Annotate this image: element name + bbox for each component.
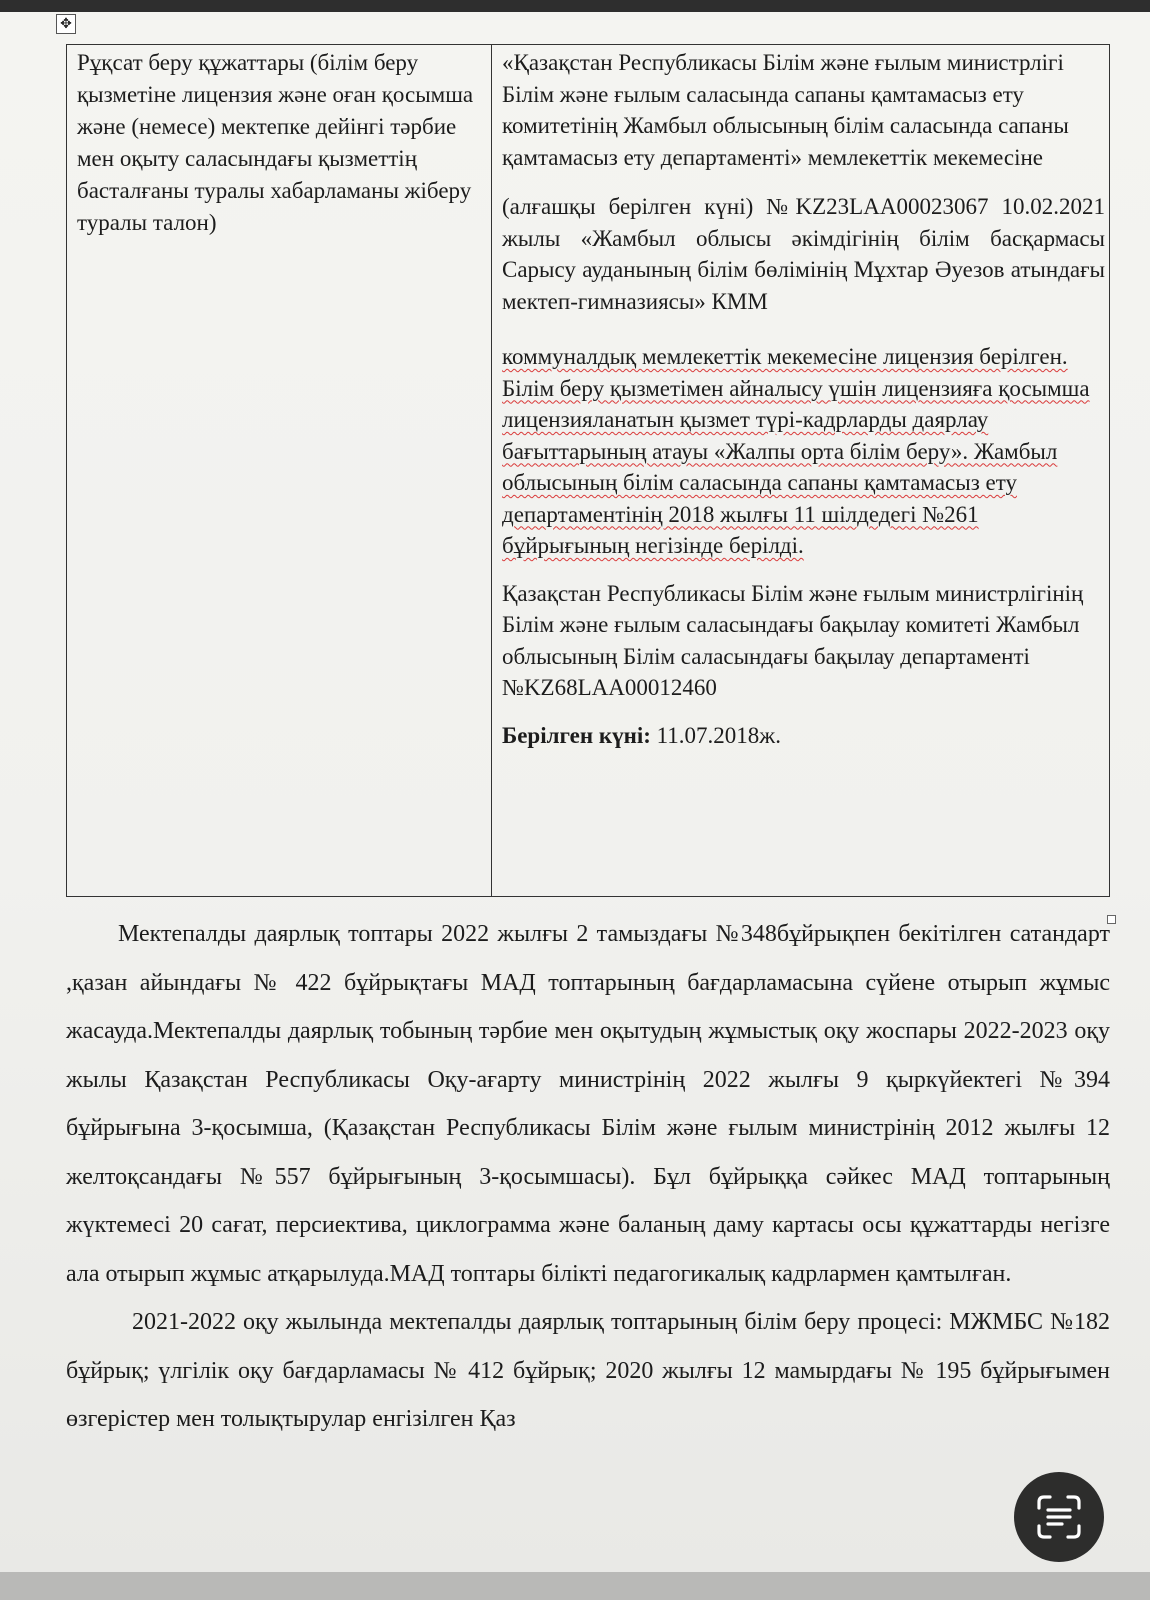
permit-docs-value-cell (492, 45, 1110, 897)
permit-docs-label: Рұқсат беру құжаттары (білім беру қызметіне лицензия және оған қосымша және (немесе) мектепке дейінгі тәрбие мен оқыту саласындағы қызметтің басталғаны туралы хабарламаны жіберу туралы талон) (77, 50, 474, 235)
control-department-paragraph: Қазақстан Республикасы Білім және ғылым министрлігінің Білім және ғылым саласындағы бақылау комитеті Жамбыл облысының Білім саласындағы бақылау департаменті №KZ68LAA00012460 (502, 580, 1084, 700)
body-paragraph-1: Мектепалды даярлық топтары 2022 жылғы 2 тамыздағы №348бұйрықпен бекітілген сатандарт ,қазан айындағы № 422 бұйрықтағы МАД топтарының бағдарламасына сүйене отырып жұмыс жасауда.Мектепалды даярлық тобының тәрбие мен оқытудың жұмыстық оқу жоспары 2022-2023 оқу жылы Қазақстан Республикасы Оқу-ағарту министрінің 2022 жылғы 9 қыркүйектегі №394 бұйрығына 3-қосымша, (Қазақстан Республикасы Білім және ғылым министрінің 2012 жылғы 12 желтоқсандағы №557 бұйрығының 3-қосымшасы). Бұл бұйрыққа сәйкес МАД топтарының жүктемесі 20 сағат, персиектива, циклограмма және баланың даму картасы осы құжаттарды негізге ала отырып жұмыс атқарылуда.МАД топтары білікті педагогикалық кадрлармен қамтылған. (66, 921, 1110, 1287)
license-table (66, 44, 1110, 897)
issued-date-value: 11.07.2018ж. (656, 722, 781, 748)
permit-docs-label-cell (67, 45, 492, 897)
body-text (66, 910, 1110, 1444)
bottom-bar (0, 1572, 1150, 1600)
table-row (67, 45, 1110, 897)
first-issue-paragraph: (алғашқы берілген күні) №KZ23LAA00023067 10.02.2021 жылы «Жамбыл облысы әкімдігінің білім басқармасы Сарысу ауданының білім бөлімінің Мұхтар Әуезов атындағы мектеп-гимназиясы» КММ (502, 194, 1105, 314)
body-paragraph-2: 2021-2022 оқу жылында мектепалды даярлық топтарының білім беру процесі: МЖМБС №182 бұйрық; үлгілік оқу бағдарламасы № 412 бұйрық; 2020 жылғы 12 мамырдағы № 195 бұйрығымен өзгерістер мен толықтырулар енгізілген Қаз (66, 1309, 1110, 1432)
issued-date-label: Берілген күні: (502, 722, 651, 748)
text-scan-button[interactable] (1014, 1472, 1104, 1562)
issued-date-line (502, 720, 1105, 752)
ministry-paragraph: «Қазақстан Республикасы Білім және ғылым министрлігі Білім және ғылым саласында сапаны қамтамасыз ету комитетінің Жамбыл облысының білім саласында сапаны қамтамасыз ету департаменті» мемлекеттік мекемесіне (502, 50, 1069, 170)
table-move-icon[interactable]: ✥ (56, 14, 76, 34)
license-details-paragraph: коммуналдық мемлекеттік мекемесіне лицензия берілген. Білім беру қызметімен айналысу үшін лицензияға қосымша лицензияланатын қызмет түрі-кадрларды даярлау бағыттарының атауы «Жалпы орта білім беру». Жамбыл облысының білім саласында сапаны қамтамасыз ету департаментінің 2018 жылғы 11 шілдедегі №261 бұйрығының негізінде берілді. (502, 344, 1090, 558)
document-page (0, 12, 1150, 1572)
text-scan-icon (1033, 1491, 1085, 1543)
